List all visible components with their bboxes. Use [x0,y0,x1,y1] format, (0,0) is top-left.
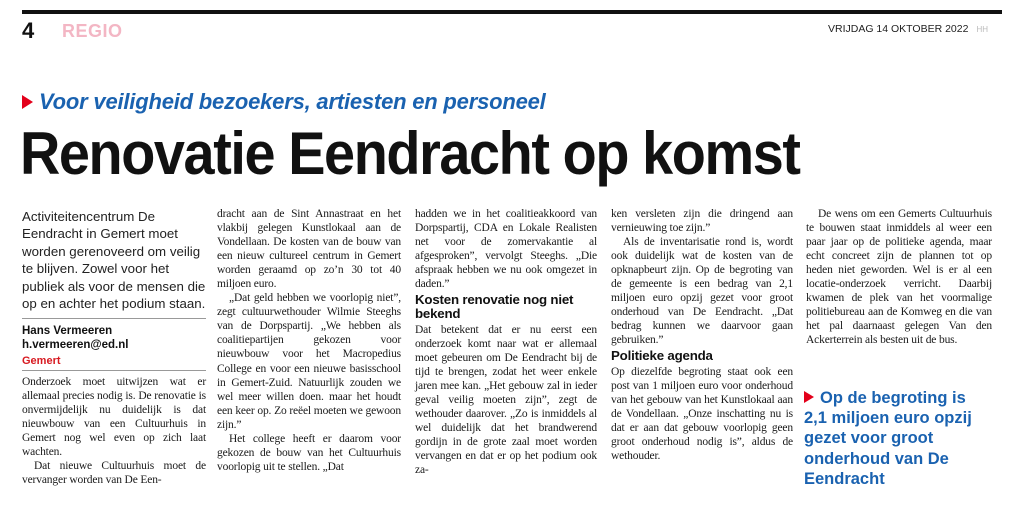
paragraph: De wens om een Gemerts Cultuurhuis te bouwen staat inmiddels al weer een paar jaar op de politieke agenda, maar echt concreet zijn de plannen tot op heden niet geworden. Wel is er al een locatie-onderzoek verricht. Daarbij kwamen de plek van het voormalige politiebureau aan de Komweg en die van het pal daarnaast gelegen Van den Ackerterrein als besten uit de bus. [806,208,992,347]
divider [22,318,206,319]
divider [22,370,206,371]
paragraph: Dat nieuwe Cultuurhuis moet de vervanger worden van De Een- [22,460,206,487]
paragraph: Als de inventarisatie rond is, wordt ook duidelijk wat de kosten van de opknapbeurt zijn. Op de begroting van de gemeente is een bedrag van 2,1 miljoen euro opzij gezet voor groot onderhoud van De Eendracht. „Dat bedrag kunnen we daarvoor gaan gebruiken.” [611,236,793,347]
paragraph: Dat betekent dat er nu eerst een onderzoek komt naar wat er allemaal moet gebeuren om De Eendracht bij de tijd te brengen, zodat het weer enkele jaren mee kan. „Het gebouw zal in ieder geval veilig moeten zijn”, zegt de wethouder daarover. „Zo is inmiddels al wel duidelijk dat het brandwerend gordijn in de grote zaal moet worden vervangen en dat er op het podium ook za- [415,323,597,477]
paragraph: ken versleten zijn die dringend aan vernieuwing toe zijn.” [611,208,793,235]
dateline-place: Gemert [22,355,61,367]
intro-text: Activiteitencentrum De Eendracht in Gemert moet worden gerenoveerd om veilig te blijven. Zowel voor het publiek als voor de mensen die op en achter het podium staan. [22,209,206,312]
red-triangle-icon [804,391,814,403]
paragraph: hadden we in het coalitieakkoord van Dorpspartij, CDA en Lokale Realisten net voor de zomervakantie al afgesproken”, vervolgt Steeghs. „Die afspraak hebben we nu ook omgezet in daden.” [415,208,597,291]
edition-code: HH [976,25,988,34]
page-number: 4 [22,18,35,43]
author-name: Hans Vermeeren [22,325,113,337]
issue-date-text: VRIJDAG 14 OKTOBER 2022 [827,23,969,35]
byline [22,324,128,352]
pull-quote [804,388,990,489]
kicker [22,89,546,115]
red-triangle-icon [22,95,33,109]
body-column-3 [415,207,597,477]
subheading: Politieke agenda [611,348,713,364]
headline: Renovatie Eendracht op komst [20,120,800,187]
author-email: h.vermeeren@ed.nl [22,339,129,351]
kicker-text: Voor veiligheid bezoekers, artiesten en personeel [39,89,546,114]
paragraph: Onderzoek moet uitwijzen wat er allemaal precies nodig is. De renovatie is onvermijdelijk nu duidelijk is dat nieuwbouw van een Cultuurhuis in Gemert nog wel even op zich laat wachten. [22,376,206,459]
paragraph: Het college heeft er daarom voor gekozen de bouw van het Cultuurhuis voorlopig uit te stellen. „Dat [217,432,401,473]
section-label: REGIO [62,21,123,41]
body-column-1 [22,375,206,487]
paragraph: „Dat geld hebben we voorlopig niet”, zegt cultuurwethouder Wilmie Steeghs van de Dorpspartij. „We hebben als coalitiepartijen gekozen voor nieuwbouw voor het Macropedius College en voor een nieuwe basisschool in Gemert-Zuid. Natuurlijk zouden we wel meer willen doen. maar het houdt een keer op. Zo reëel moeten we gewoon zijn.” [217,292,401,431]
body-column-4 [611,207,793,463]
subheading: Kosten renovatie nog niet bekend [415,292,574,322]
pull-quote-text: Op de begroting is 2,1 miljoen euro opzij gezet voor groot onderhoud van De Eendracht [804,389,972,488]
issue-date [828,23,988,35]
body-column-5 [806,207,992,347]
paragraph: dracht aan de Sint Annastraat en het vlakbij gelegen Kunstlokaal aan de Vondellaan. De kosten van de bouw van een nieuw cultureel centrum in Gemert worden geraamd op zo’n 30 tot 40 miljoen euro. [217,208,401,291]
body-column-2 [217,207,401,474]
top-rule [22,10,1002,14]
paragraph: Op diezelfde begroting staat ook een post van 1 miljoen euro voor onderhoud van het gebouw van het Kunstlokaal aan de Vondellaan. „Onze inschatting nu is dat er aan dat gebouw voorlopig geen groot onderhoud nodig is”, aldus de wethouder. [611,365,793,462]
